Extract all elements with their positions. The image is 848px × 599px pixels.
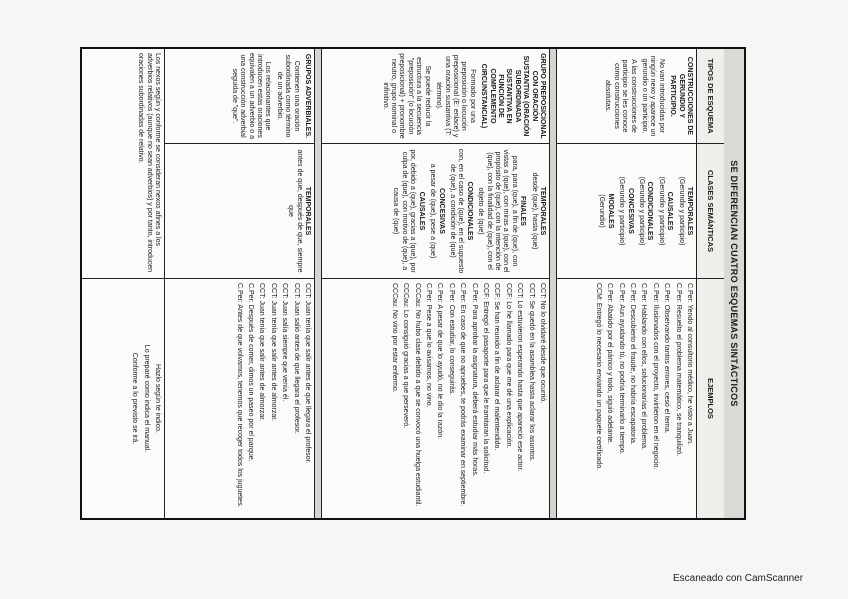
row1-clase-detail: (Gerundio y participio) <box>618 176 626 246</box>
row1-tipo-note: A las construcciones de participio se les conoce como construcciones absolutas. <box>604 59 637 133</box>
example-line: C.Per: Para aprobar la asignatura, deberá estudiar más horas. <box>470 283 478 477</box>
row-gerundio <box>556 49 696 518</box>
example-line: C.Per: En caso de que no apruebes, te podrás examinar en septiembre. <box>459 283 467 507</box>
row1-clase-name: TEMPORALES <box>686 186 693 236</box>
row1-ejemplos <box>557 279 696 518</box>
example-line: C.Per: Hablando con ellos, solucionarías el problema. <box>640 283 648 450</box>
example-line: CCT: Juan salió antes de que llegara el profesor. <box>292 283 300 434</box>
example-line: C.Per: Con estudiar, lo conseguirás. <box>447 283 455 396</box>
rotated-table <box>82 49 744 518</box>
row2-clase-name: FINALES <box>519 196 527 226</box>
row1-tipo <box>557 49 696 144</box>
row4-text <box>82 49 164 279</box>
example-line: CCT: Juan tenía que salir antes de almorzar. <box>269 283 277 422</box>
example-line: C.Per: Abatido por el pánico y todo, siguió adelante. <box>606 283 614 445</box>
header-tipos: TIPOS DE ESQUEMA <box>696 49 724 144</box>
row-grupos-adverbiales <box>164 49 314 518</box>
row2-clase-detail: a pesar de (que), pese a (que) <box>429 163 437 259</box>
row1-clases <box>557 144 696 279</box>
example-line: CCT: Lo estuvieron esperando hasta que apareció ese actor. <box>516 283 524 472</box>
row3-tipo-note: Los relacionantes que introducen estas oraciones equivalen a un adverbio o a una construcción adverbial seguida de "que". <box>230 53 272 140</box>
row1-tipo-title: CONSTRUCCIONES DE GERUNDIO Y PARTICIPIO. <box>669 56 693 136</box>
row3-clase-name: TEMPORALES <box>304 186 311 236</box>
example-line: CCF: Lo he llamado para que me dé una explicación. <box>504 283 512 449</box>
row2-clases <box>322 144 549 279</box>
example-line: C.Per: Resuelto el problema matemático, se tranquilizó. <box>674 283 682 457</box>
example-line: CCCau: No vino por estar enfermo. <box>390 283 398 393</box>
example-line: C.Per: Pese a que lo avisamos, no vino. <box>424 283 432 408</box>
header-clases: CLASES SEMÁNTICAS <box>696 144 724 279</box>
row3-ejemplos <box>165 279 314 518</box>
example-line: CCT: No lo olvidaré desde que ocurrió. <box>539 283 546 404</box>
row2-tipo-text: Formado por una preposición o locución preposicional (E: enlace) y una oración sustantiva (T: término). <box>435 54 476 138</box>
example-line: C.Per: Ilusionados con el proyecto, invirtieron en el negocio. <box>651 283 659 470</box>
example-line: C.Per: A pesar de que lo ayudó, no le dio la razón. <box>436 283 444 440</box>
row2-tipo-title: GRUPO PREPOSICIONAL CON ORACIÓN SUSTANTIVA (ORACIÓN SUBORDINADA SUSTANTIVA EN FUNCIÓN DE COMPLEMENTO CIRCUNSTANCIAL) <box>480 53 546 139</box>
row2-clase-name: CONDICIONALES <box>465 181 473 241</box>
example-line: CCT: Juan salía siempre que venía él. <box>281 283 289 402</box>
row2-tipo <box>322 49 549 144</box>
row2-clase-name: CAUSALES <box>417 191 425 231</box>
row1-tipo-text: No van introducidas por ningún nexo y aparece un gerundio o un participio. <box>640 55 665 137</box>
scanned-sheet <box>80 47 746 520</box>
row-separator <box>314 49 321 518</box>
row2-ejemplos <box>322 279 549 518</box>
row1-clase-detail: (Gerundio y participio) <box>677 176 685 246</box>
example-line: Hazlo según te indico. <box>154 364 161 433</box>
example-line: CCT: Juan tenía que salir antes de que llegara el profesor. <box>304 283 311 464</box>
row-separator <box>549 49 556 518</box>
row2-clase-name: CONCESIVAS <box>437 188 445 234</box>
example-line: C.Per: Después de comer, dimos un paseo por el parque. <box>246 283 254 462</box>
row1-clase-name: CONCESIVAS <box>626 188 634 234</box>
example-line: CCCau: No hubo clase debido a que se convocó una huelga estudiantil. <box>413 283 421 507</box>
row3-clases <box>165 144 314 279</box>
row2-clase-detail: desde (que), hasta (que) <box>530 172 538 250</box>
row1-clase-detail: (Gerundio y participio) <box>657 176 665 246</box>
row-nexos <box>82 49 164 518</box>
example-line: CCT: Juan tenía que salir antes de almorzar. <box>258 283 266 422</box>
example-line: CCF: Se han reunido a fin de aclarar el malentendido. <box>493 283 501 451</box>
row3-tipo-text: Contienen una oración subordinada como término de un adverbio. <box>275 54 300 138</box>
example-line: C.Per: Descubierto el fraude, no habría escapatoria. <box>628 283 636 445</box>
row2-clase-name: TEMPORALES <box>539 186 546 236</box>
example-line: CCCau: Lo consiguió gracias a que perseveró. <box>402 283 410 429</box>
header-ejemplos: EJEMPLOS <box>696 279 724 518</box>
example-line: C.Per: Yendo al consultorio médico, he visto a Juan. <box>686 283 693 445</box>
row3-tipo <box>165 49 314 144</box>
row1-clase-name: CONDICIONALES <box>646 181 654 241</box>
row3-clase-detail: antes de que, después de que, siempre que <box>287 149 303 273</box>
row3-tipo-title: GRUPOS ADVERBIALES. <box>304 53 311 139</box>
example-line: CCT: Se quedó en la asamblea hasta aclarar los asuntos. <box>527 283 535 462</box>
row-grupo-preposicional <box>321 49 549 518</box>
example-line: C.Per: Aun ayudando tú, no podría terminarlo a tiempo. <box>617 283 625 455</box>
row1-clase-detail: (Gerundio) <box>598 194 606 228</box>
row2-clase-detail: para, para (que), a fin de (que), con vistas a (que), con miras a (que), con el propósito de (que), con la intención de (que), con la finalidad de (que), con el objeto de (que) <box>477 149 518 273</box>
row1-clase-name: MODALES <box>606 193 614 229</box>
example-line: CCM: Entregó lo necesario enviando un paquete certificado. <box>594 283 602 471</box>
example-line: C.Per: Antes de que volvamos, tenemos que recoger todos los juguetes. <box>235 283 243 508</box>
row2-clase-detail: con, en el caso de (que), en el supuesto de (que), a condición de (que) <box>448 148 465 274</box>
row2-clase-detail: por, debido a (que), gracias a (que), por culpa de (que), con motivo de (que), a causa de (que) <box>392 149 417 273</box>
row1-clase-detail: (Gerundio y participio) <box>637 176 645 246</box>
example-line: Conforme a lo previsto se irá. <box>131 352 139 445</box>
camscanner-watermark: Escaneado con CamScanner <box>673 573 804 584</box>
row4-ejemplos <box>82 279 164 518</box>
example-line: Lo preparé como indica el manual. <box>142 344 150 453</box>
row4-tipo-text: Los nexos según y conforme se consideran nexos afines a los adverbios relativos (aunque no sean adverbios) y por tanto, introducen oraciones subordinadas de relativo. <box>137 53 161 273</box>
row1-clase-name: CAUSALES <box>666 191 674 231</box>
example-line: CCF: Entregó el pasaporte para que le tramitaran la solicitud. <box>481 283 489 474</box>
page-title: SE DIFERENCIAN CUATRO ESQUEMAS SINTÁCTICOS <box>723 49 744 518</box>
example-line: C.Per: Observando tantos errores, cesó el tema. <box>663 283 671 434</box>
row2-tipo-note: Se puede reducir la estructura a la secuencia "preposición" (o locución preposicional) + pronombre neutro, grupo nominal o infinitivo. <box>381 53 431 139</box>
